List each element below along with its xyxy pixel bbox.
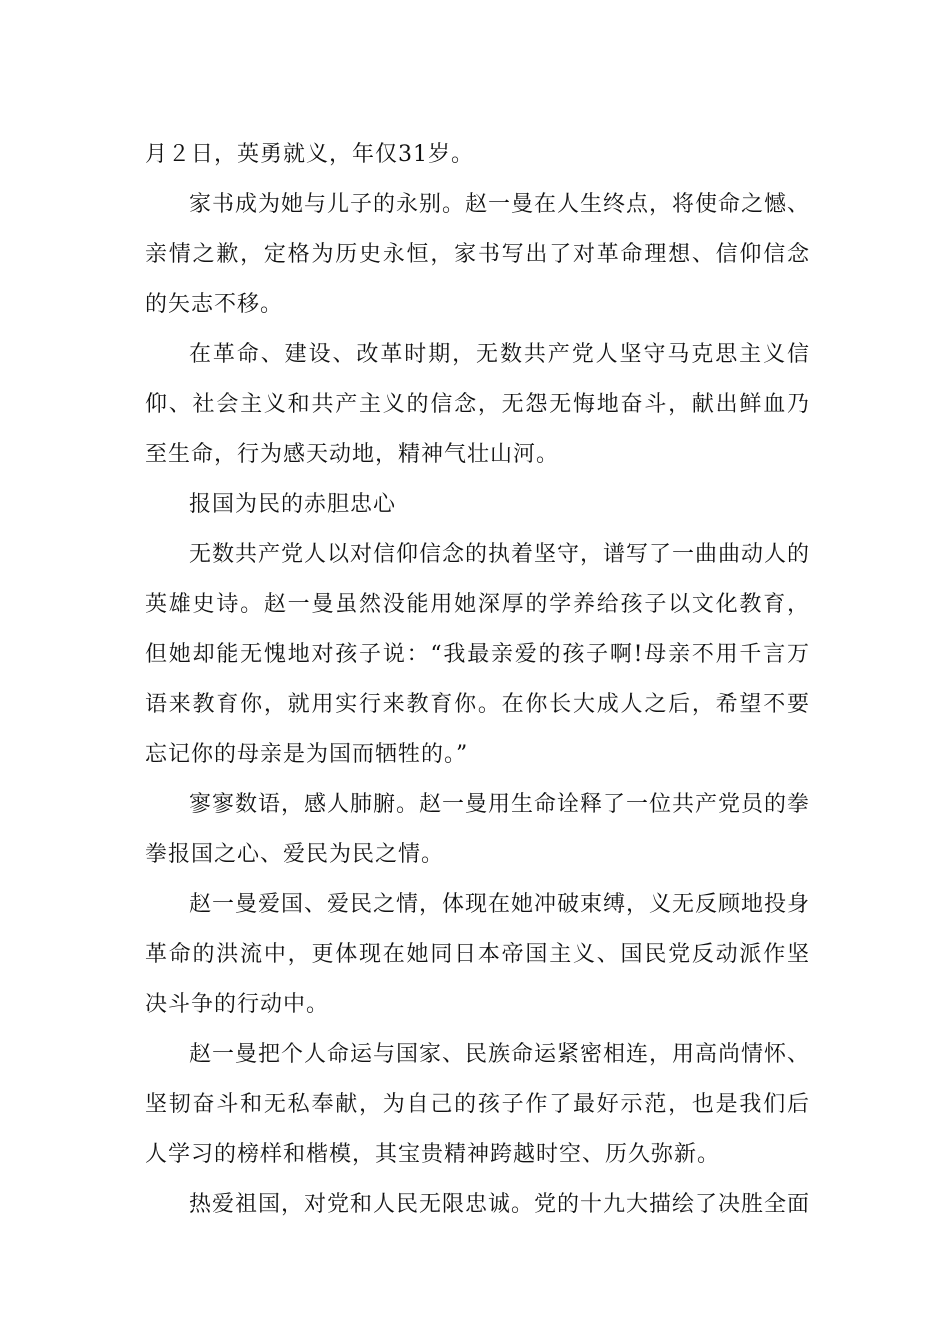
paragraph-few-words: 寥寥数语，感人肺腑。赵一曼用生命诠释了一位共产党员的拳拳报国之心、爱民为民之情。: [145, 792, 811, 867]
paragraph-patriotism: 赵一曼爱国、爱民之情，体现在她冲破束缚，义无反顾地投身革命的洪流中，更体现在她同日本帝国主义、国民党反动派作坚决斗争的行动中。: [145, 892, 811, 1017]
paragraph-revolution-era: 在革命、建设、改革时期，无数共产党人坚守马克思主义信仰、社会主义和共产主义的信念，无怨无悔地奋斗，献出鲜血乃至生命，行为感天动地，精神气壮山河。: [145, 342, 810, 467]
section-heading: 报国为民的赤胆忠心: [189, 492, 397, 517]
document-body: [145, 130, 810, 1230]
paragraph-loyalty: 热爱祖国，对党和人民无限忠诚。党的十九大描绘了决胜全面: [189, 1192, 811, 1217]
paragraph-role-model: 赵一曼把个人命运与国家、民族命运紧密相连，用高尚情怀、坚韧奋斗和无私奉献，为自己的孩子作了最好示范，也是我们后人学习的榜样和楷模，其宝贵精神跨越时空、历久弥新。: [145, 1042, 811, 1167]
paragraph-family-letter: 家书成为她与儿子的永别。赵一曼在人生终点，将使命之憾、亲情之歉，定格为历史永恒，家书写出了对革命理想、信仰信念的矢志不移。: [145, 192, 811, 317]
paragraph-heroic-epic: 无数共产党人以对信仰信念的执着坚守，谱写了一曲曲动人的英雄史诗。赵一曼虽然没能用她深厚的学养给孩子以文化教育，但她却能无愧地对孩子说：“我最亲爱的孩子啊!母亲不用千言万语来教育你，就用实行来教育你。在你长大成人之后，希望不要忘记你的母亲是为国而牺牲的。”: [145, 542, 811, 767]
paragraph-continuation: 月２日，英勇就义，年仅31岁。: [145, 142, 474, 167]
